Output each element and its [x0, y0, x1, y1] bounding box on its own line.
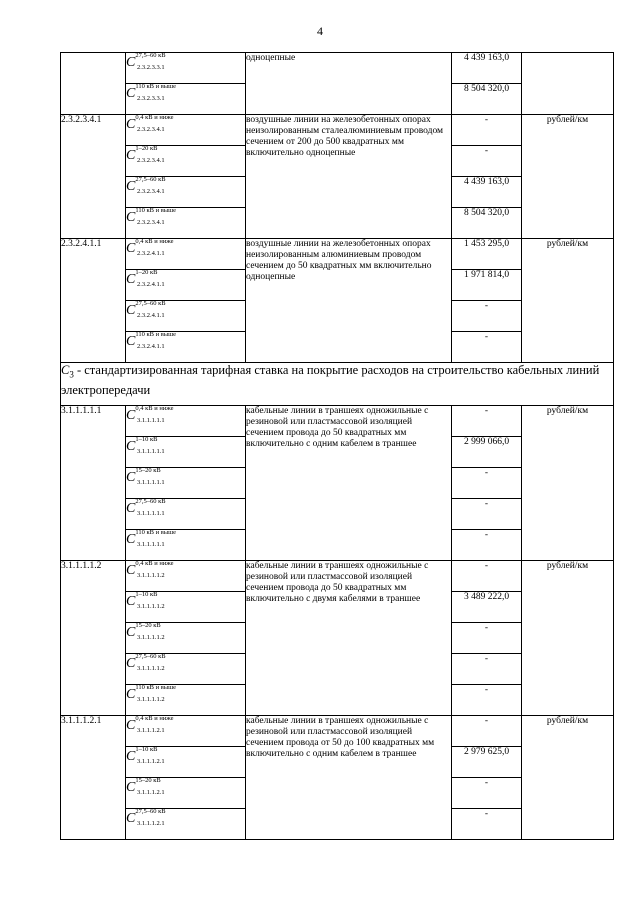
row-code: 3.1.1.1.1.2	[61, 561, 126, 716]
rate-index: 3.1.1.1.1.2	[137, 634, 165, 641]
symbol-letter: C	[126, 563, 136, 578]
rate-index: 3.1.1.1.2.1	[137, 758, 165, 765]
symbol-letter: C	[126, 117, 136, 132]
symbol-letter: C	[126, 470, 136, 485]
tariff-symbol	[126, 809, 246, 840]
voltage-class: 27,5–60 кВ	[135, 498, 166, 505]
tariff-symbol	[126, 239, 246, 270]
line-description: одноцепные	[246, 53, 452, 115]
section-title	[61, 363, 614, 406]
table-row	[61, 53, 614, 84]
unit-cell: рублей/км	[522, 239, 614, 363]
symbol-letter: C	[126, 179, 136, 194]
voltage-class: 0,4 кВ и ниже	[135, 715, 174, 722]
rate-index: 3.1.1.1.1.2	[137, 572, 165, 579]
table-row	[61, 561, 614, 592]
table-row	[61, 239, 614, 270]
section-symbol: $C_3$	[61, 363, 74, 380]
line-description: воздушные линии на железобетонных опорах неизолированным алюминиевым проводом сечением до 50 квадратных мм включительно одноцепные	[246, 239, 452, 363]
rate-value: 4 439 163,0	[452, 177, 522, 208]
tariff-symbol	[126, 747, 246, 778]
symbol-letter: C	[126, 303, 136, 318]
voltage-class: 0,4 кВ и ниже	[135, 238, 174, 245]
rate-value: -	[452, 654, 522, 685]
row-code: 3.1.1.1.1.1	[61, 406, 126, 561]
voltage-class: 0,4 кВ и ниже	[135, 560, 174, 567]
table-row	[61, 716, 614, 747]
tariff-table-body	[61, 53, 614, 840]
symbol-letter: C	[126, 241, 136, 256]
voltage-class: 110 кВ и выше	[135, 207, 177, 214]
rate-value: -	[452, 468, 522, 499]
line-description: воздушные линии на железобетонных опорах неизолированным сталеалюминиевым проводом сечением от 200 до 500 квадратных мм включительно одноцепные	[246, 115, 452, 239]
rate-value: 1 971 814,0	[452, 270, 522, 301]
unit-cell: рублей/км	[522, 561, 614, 716]
tariff-symbol	[126, 270, 246, 301]
unit-cell: рублей/км	[522, 716, 614, 840]
rate-index: 2.3.2.3.4.1	[137, 157, 165, 164]
rate-value: -	[452, 685, 522, 716]
rate-index: 3.1.1.1.1.1	[137, 510, 165, 517]
line-description: кабельные линии в траншеях одножильные с резиновой или пластмассовой изоляцией сечением провода от 50 до 100 квадратных мм включительно с одним кабелем в траншее	[246, 716, 452, 840]
voltage-class: 27,5–60 кВ	[135, 653, 166, 660]
voltage-class: 110 кВ и выше	[135, 684, 177, 691]
table-row	[61, 406, 614, 437]
voltage-class: 1–10 кВ	[135, 746, 158, 753]
tariff-symbol	[126, 530, 246, 561]
symbol-letter: C	[126, 656, 136, 671]
row-code: 2.3.2.4.1.1	[61, 239, 126, 363]
rate-value: -	[452, 561, 522, 592]
table-row	[61, 115, 614, 146]
rate-value: -	[452, 406, 522, 437]
symbol-letter: C	[126, 439, 136, 454]
rate-value: -	[452, 809, 522, 840]
rate-value: -	[452, 778, 522, 809]
rate-index: 3.1.1.1.1.2	[137, 665, 165, 672]
rate-index: 2.3.2.4.1.1	[137, 312, 165, 319]
rate-value: -	[452, 623, 522, 654]
voltage-class: 1–20 кВ	[135, 145, 158, 152]
line-description: кабельные линии в траншеях одножильные с резиновой или пластмассовой изоляцией сечением провода до 50 квадратных мм включительно с одним кабелем в траншее	[246, 406, 452, 561]
unit-cell: рублей/км	[522, 115, 614, 239]
rate-value: -	[452, 499, 522, 530]
tariff-symbol	[126, 406, 246, 437]
symbol-letter: C	[126, 749, 136, 764]
rate-index: 2.3.2.4.1.1	[137, 281, 165, 288]
symbol-letter: C	[126, 625, 136, 640]
section-text: - стандартизированная тарифная ставка на покрытие расходов на строительство кабельных линий электропередачи	[61, 363, 600, 397]
rate-value: 8 504 320,0	[452, 208, 522, 239]
rate-value: -	[452, 115, 522, 146]
tariff-symbol	[126, 53, 246, 84]
symbol-letter: C	[126, 210, 136, 225]
tariff-symbol	[126, 592, 246, 623]
symbol-letter: C	[126, 55, 136, 70]
rate-index: 2.3.2.4.1.1	[137, 343, 165, 350]
rate-index: 2.3.2.3.3.1	[137, 95, 165, 102]
row-code	[61, 53, 126, 115]
tariff-symbol	[126, 208, 246, 239]
tariff-symbol	[126, 623, 246, 654]
voltage-class: 15–20 кВ	[135, 777, 161, 784]
tariff-symbol	[126, 561, 246, 592]
rate-value: 2 999 066,0	[452, 437, 522, 468]
tariff-symbol	[126, 301, 246, 332]
voltage-class: 15–20 кВ	[135, 622, 161, 629]
voltage-class: 1–10 кВ	[135, 591, 158, 598]
row-code: 2.3.2.3.4.1	[61, 115, 126, 239]
section-symbol-index: 3	[69, 369, 74, 380]
rate-index: 3.1.1.1.1.1	[137, 448, 165, 455]
rate-index: 3.1.1.1.2.1	[137, 789, 165, 796]
tariff-symbol	[126, 177, 246, 208]
rate-index: 3.1.1.1.1.2	[137, 696, 165, 703]
rate-value: 8 504 320,0	[452, 84, 522, 115]
symbol-letter: C	[126, 532, 136, 547]
voltage-class: 110 кВ и выше	[135, 83, 177, 90]
rate-index: 2.3.2.4.1.1	[137, 250, 165, 257]
voltage-class: 0,4 кВ и ниже	[135, 114, 174, 121]
symbol-letter: C	[126, 501, 136, 516]
rate-index: 2.3.2.3.3.1	[137, 64, 165, 71]
rate-value: 4 439 163,0	[452, 53, 522, 84]
tariff-symbol	[126, 685, 246, 716]
tariff-symbol	[126, 468, 246, 499]
voltage-class: 27,5–60 кВ	[135, 176, 166, 183]
rate-value: -	[452, 301, 522, 332]
symbol-letter: C	[126, 408, 136, 423]
tariff-symbol	[126, 778, 246, 809]
rate-value: -	[452, 530, 522, 561]
rate-value: 1 453 295,0	[452, 239, 522, 270]
tariff-symbol	[126, 499, 246, 530]
rate-index: 3.1.1.1.2.1	[137, 820, 165, 827]
rate-value: -	[452, 716, 522, 747]
voltage-class: 15–20 кВ	[135, 467, 161, 474]
rate-value: -	[452, 146, 522, 177]
voltage-class: 27,5–60 кВ	[135, 300, 166, 307]
symbol-letter: C	[126, 86, 136, 101]
rate-index: 2.3.2.3.4.1	[137, 126, 165, 133]
rate-index: 3.1.1.1.1.2	[137, 603, 165, 610]
tariff-symbol	[126, 84, 246, 115]
voltage-class: 27,5–60 кВ	[135, 808, 166, 815]
tariff-symbol	[126, 332, 246, 363]
symbol-letter: C	[126, 718, 136, 733]
unit-cell	[522, 53, 614, 115]
symbol-letter: C	[126, 594, 136, 609]
row-code: 3.1.1.1.2.1	[61, 716, 126, 840]
rate-index: 3.1.1.1.1.1	[137, 541, 165, 548]
voltage-class: 1–20 кВ	[135, 269, 158, 276]
symbol-letter: C	[126, 811, 136, 826]
tariff-symbol	[126, 716, 246, 747]
tariff-symbol	[126, 115, 246, 146]
rate-value: 2 979 625,0	[452, 747, 522, 778]
unit-cell: рублей/км	[522, 406, 614, 561]
voltage-class: 27,5–60 кВ	[135, 52, 166, 59]
section-header-row	[61, 363, 614, 406]
rate-value: 3 489 222,0	[452, 592, 522, 623]
tariff-symbol	[126, 654, 246, 685]
page-number: 4	[317, 24, 323, 38]
tariff-symbol	[126, 146, 246, 177]
symbol-letter: C	[126, 272, 136, 287]
rate-index: 2.3.2.3.4.1	[137, 188, 165, 195]
symbol-letter: C	[126, 148, 136, 163]
rate-index: 3.1.1.1.1.1	[137, 417, 165, 424]
line-description: кабельные линии в траншеях одножильные с резиновой или пластмассовой изоляцией сечением провода до 50 квадратных мм включительно с двумя кабелями в траншее	[246, 561, 452, 716]
rate-index: 3.1.1.1.2.1	[137, 727, 165, 734]
symbol-letter: C	[126, 334, 136, 349]
tariff-symbol	[126, 437, 246, 468]
voltage-class: 1–10 кВ	[135, 436, 158, 443]
voltage-class: 0,4 кВ и ниже	[135, 405, 174, 412]
rate-index: 2.3.2.3.4.1	[137, 219, 165, 226]
rate-index: 3.1.1.1.1.1	[137, 479, 165, 486]
rate-value: -	[452, 332, 522, 363]
tariff-table	[60, 52, 614, 840]
symbol-letter: C	[126, 687, 136, 702]
voltage-class: 110 кВ и выше	[135, 331, 177, 338]
voltage-class: 110 кВ и выше	[135, 529, 177, 536]
symbol-letter: C	[126, 780, 136, 795]
